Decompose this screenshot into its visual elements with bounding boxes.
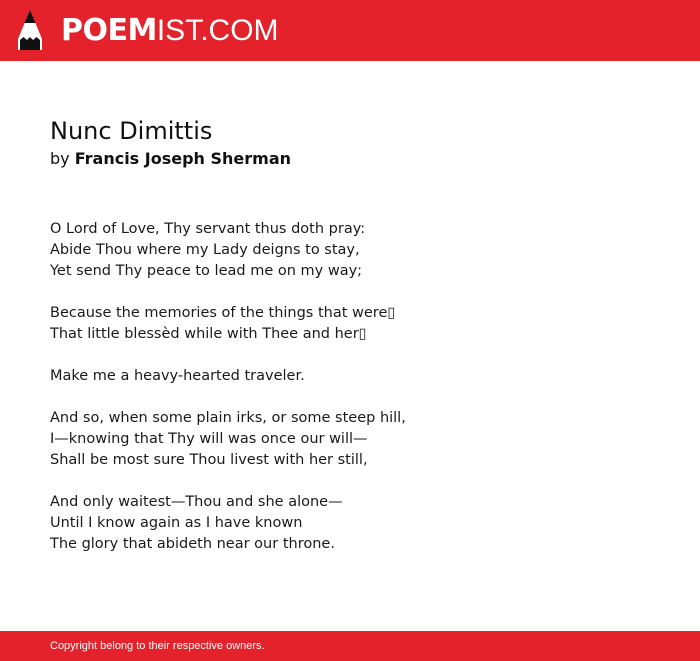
poem-line: And so, when some plain irks, or some steep hill, <box>50 410 406 426</box>
poem-line: Yet send Thy peace to lead me on my way; <box>50 263 363 279</box>
stanza-4 <box>50 408 650 471</box>
stanza-1 <box>50 219 650 282</box>
stanza-5 <box>50 492 650 555</box>
by-label: by <box>50 149 70 168</box>
stanza-2 <box>50 303 650 345</box>
poem-line: Because the memories of the things that were▯ <box>50 305 396 321</box>
site-header <box>0 0 700 61</box>
poem-author[interactable]: Francis Joseph Sherman <box>74 149 292 168</box>
poem-line: And only waitest—Thou and she alone— <box>50 494 343 510</box>
poem-line: Abide Thou where my Lady deigns to stay, <box>50 242 360 258</box>
poem-line: Until I know again as I have known <box>50 515 303 531</box>
brand-bold-text: POEM <box>61 13 157 48</box>
poem-title: Nunc Dimittis <box>50 117 213 145</box>
stanza-3 <box>50 366 650 387</box>
site-footer <box>0 631 700 661</box>
pencil-icon[interactable] <box>17 9 43 51</box>
poem-line: Shall be most sure Thou livest with her still, <box>50 452 368 468</box>
poem-byline <box>50 149 291 169</box>
poem-line: Make me a heavy-hearted traveler. <box>50 368 305 384</box>
copyright-text: Copyright belong to their respective owners. <box>50 640 265 652</box>
poem-body <box>50 219 650 576</box>
site-logo-text[interactable] <box>61 13 279 49</box>
brand-light-text: IST.COM <box>156 14 279 47</box>
poem-line: I—knowing that Thy will was once our will— <box>50 431 368 447</box>
poem-line: That little blessèd while with Thee and her▯ <box>50 326 367 342</box>
poem-line: O Lord of Love, Thy servant thus doth pray: <box>50 221 366 237</box>
poem-line: The glory that abideth near our throne. <box>50 536 335 552</box>
